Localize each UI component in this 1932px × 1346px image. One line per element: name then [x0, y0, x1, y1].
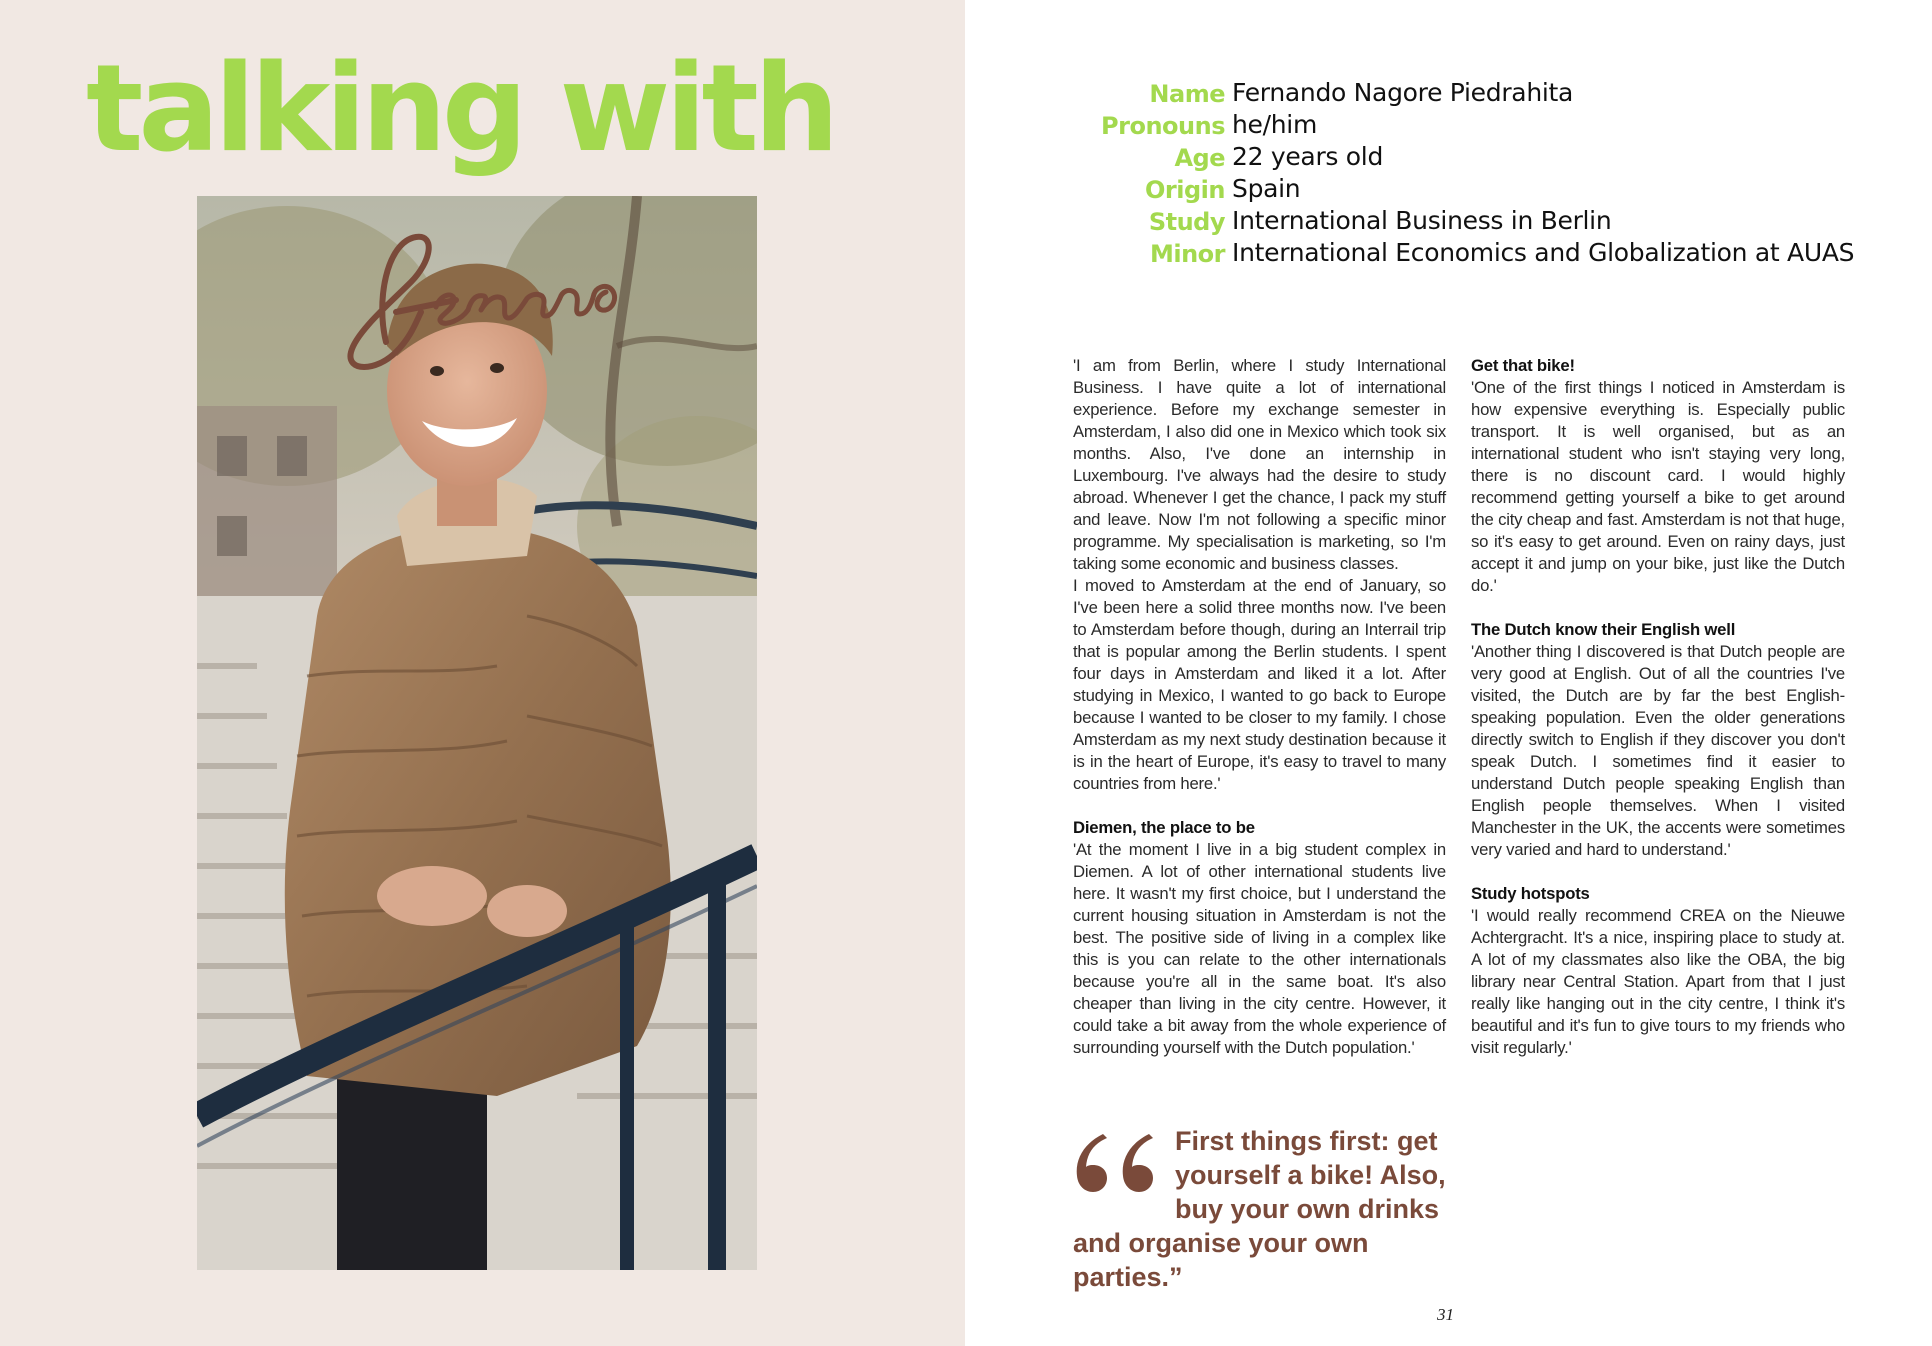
profile-value: he/him: [1232, 110, 1317, 139]
article-paragraph: I moved to Amsterdam at the end of January, so I've been here a solid three months now. I've been to Amsterdam before though, during an Interrail trip that is popular among the Berlin students. I spent four days in Amsterdam and liked it a lot. After studying in Mexico, I wanted to go back to Europe because I wanted to be closer to my family. I chose Amsterdam as my next study destination because it is in the heart of Europe, it's easy to travel to many countries from here.': [1073, 576, 1446, 793]
article-paragraph: 'One of the first things I noticed in Amsterdam is how expensive everything is. Especially public transport. It is well organised, but as an international student who isn't staying very long, there is no discount card. I would highly recommend getting yourself a bike to get around the city cheap and fast. Amsterdam is not that huge, so it's easy to get around. Even on rainy days, just accept it and jump on your bike, just like the Dutch do.': [1471, 378, 1845, 595]
section-heading: Get that bike!: [1471, 356, 1575, 375]
pull-quote: [1073, 1124, 1473, 1294]
article-paragraph: 'I would really recommend CREA on the Nieuwe Achtergracht. It's a nice, inspiring place to study at. A lot of my classmates also like the OBA, the big library near Central Station. Apart from that I just really like hanging out in the city centre, I think it's beautiful and it's fun to give tours to my friends who visit regularly.': [1471, 906, 1845, 1057]
profile-label: Age: [1174, 144, 1225, 172]
profile-value: International Business in Berlin: [1232, 206, 1612, 235]
profile-value: 22 years old: [1232, 142, 1384, 171]
article-column-1: [1073, 355, 1446, 1059]
page-heading: talking with: [86, 40, 835, 179]
article-paragraph: 'I am from Berlin, where I study International Business. I have quite a lot of international experience. Before my exchange semester in Amsterdam, I also did one in Mexico which took six months. Also, I've done an internship in Luxembourg. I've always had the desire to study abroad. Whenever I get the chance, I pack my stuff and leave. Now I'm not following a specific minor programme. My specialisation is marketing, so I'm taking some economic and business classes.: [1073, 356, 1446, 573]
section-heading: The Dutch know their English well: [1471, 620, 1736, 639]
section-heading: Study hotspots: [1471, 884, 1590, 903]
left-page: [0, 0, 965, 1346]
section-heading: Diemen, the place to be: [1073, 818, 1255, 837]
profile-value: Spain: [1232, 174, 1301, 203]
profile-label: Minor: [1149, 240, 1225, 268]
profile-value: International Economics and Globalization at AUAS: [1232, 238, 1855, 267]
profile-value: Fernando Nagore Piedrahita: [1232, 78, 1574, 107]
profile-label: Study: [1148, 208, 1225, 236]
pull-quote-text: First things first: get yourself a bike! Also, buy your own drinks and organise your own parties.”: [1073, 1126, 1446, 1292]
signature-fernando: [316, 222, 646, 392]
profile-label: Origin: [1145, 176, 1225, 204]
profile-label: Name: [1149, 80, 1225, 108]
profile-label: Pronouns: [1101, 112, 1225, 140]
quote-mark-icon: [1073, 1130, 1165, 1194]
page-number: 31: [1437, 1305, 1454, 1324]
article-column-2: [1471, 355, 1845, 1059]
article-paragraph: 'Another thing I discovered is that Dutch people are very good at English. Out of all the countries I've visited, the Dutch are by far the best English-speaking population. Even the older generations directly switch to English if they discover you don't speak Dutch. I sometimes find it easier to understand Dutch people speaking English than English people themselves. When I visited Manchester in the UK, the accents were sometimes very varied and hard to understand.': [1471, 642, 1845, 859]
article-paragraph: 'At the moment I live in a big student complex in Diemen. A lot of other international students live here. It wasn't my first choice, but I understand the current housing situation in Amsterdam is not the best. The positive side of living in a complex like this is you can relate to the other internationals because you're all in the same boat. It's also cheaper than living in the city centre. However, it could take a bit away from the whole experience of surrounding yourself with the Dutch population.': [1073, 840, 1446, 1057]
